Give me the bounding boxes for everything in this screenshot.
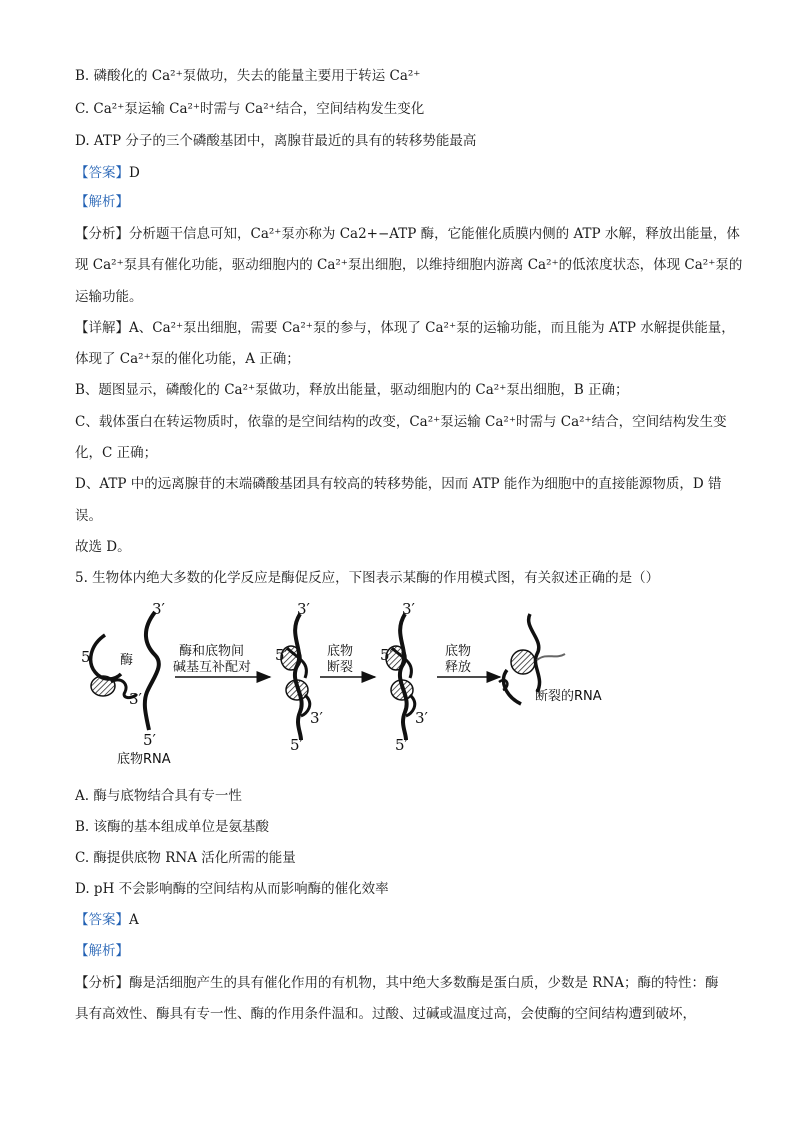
panel-enzyme-free: [91, 612, 159, 730]
q4-answer: [75, 163, 725, 183]
q5-option-b: B. 该酶的基本组成单位是氨基酸: [75, 819, 270, 835]
q4-fenxi-line-1: [75, 224, 740, 244]
q4-xiangjie-c1: C、载体蛋白在转运物质时，依靠的是空间结构的改变，Ca²⁺泵运输 Ca²⁺时需与 Ca²⁺结合，空间结构发生变: [75, 414, 727, 430]
q4-analysis-heading: [75, 192, 725, 212]
panel1-3prime-b: 3′: [129, 690, 142, 708]
q4-option-b: B. 磷酸化的 Ca²⁺泵做功，失去的能量主要用于转运 Ca²⁺: [75, 68, 421, 84]
panel-enzyme-bound: [281, 614, 310, 740]
panel3-3prime: 3′: [402, 600, 415, 618]
panel2-5prime-b: 5′: [290, 736, 303, 754]
step1-line1: 酶和底物间: [179, 644, 245, 659]
q4-xiangjie-line-2: 体现了 Ca²⁺泵的催化功能，A 正确；: [75, 351, 300, 367]
q4-xiangjie-b: B、题图显示，磷酸化的 Ca²⁺泵做功，释放出能量，驱动细胞内的 Ca²⁺泵出细胞，B 正确；: [75, 382, 629, 398]
enzyme-label: 酶: [120, 653, 134, 668]
analysis-tag: 【解析】: [75, 943, 129, 959]
q5-stem: 5. 生物体内绝大多数的化学反应是酶促反应，下图表示某酶的作用模式图，有关叙述正确的是（）: [75, 570, 660, 586]
panel1-5prime-b: 5′: [143, 731, 156, 749]
q4-xiangjie-line-1: [75, 318, 735, 338]
panel2-5prime: 5′: [275, 646, 288, 664]
q4-option-c: C. Ca²⁺泵运输 Ca²⁺时需与 Ca²⁺结合，空间结构发生变化: [75, 101, 425, 117]
q5-option-d: D. pH 不会影响酶的空间结构从而影响酶的催化效率: [75, 881, 389, 897]
q5-fenxi-line-2: 具有高效性、酶具有专一性、酶的作用条件温和。过酸、过碱或温度过高，会使酶的空间结构遭到破坏，: [75, 1006, 696, 1022]
answer-value: A: [129, 912, 139, 928]
step3-line1: 底物: [445, 644, 472, 659]
panel3-3prime-b: 3′: [415, 709, 428, 727]
q4-fenxi-line-3: 运输功能。: [75, 289, 143, 305]
q4-conclusion: 故选 D。: [75, 539, 131, 555]
xiangjie-text: A、Ca²⁺泵出细胞，需要 Ca²⁺泵的参与，体现了 Ca²⁺泵的运输功能，而且能为 ATP 水解提供能量，: [129, 320, 735, 336]
panel-substrate-cleaved: [386, 614, 415, 740]
q4-fenxi-line-2: 现 Ca²⁺泵具有催化功能，驱动细胞内的 Ca²⁺泵出细胞，以维持细胞内游离 Ca²⁺的低浓度状态，体现 Ca²⁺泵的: [75, 257, 743, 273]
q5-answer: [75, 910, 725, 930]
panel1-5prime: 5′: [81, 648, 94, 666]
substrate-rna-label: 底物RNA: [117, 752, 171, 767]
panel1-3prime: 3′: [152, 600, 165, 618]
step2-line2: 断裂: [327, 660, 354, 675]
q5-analysis-heading: [75, 941, 725, 961]
broken-rna-label: 断裂的RNA: [535, 689, 602, 704]
step2-line1: 底物: [327, 644, 354, 659]
fenxi-tag: 【分析】: [75, 975, 129, 991]
q4-xiangjie-d2: 误。: [75, 508, 102, 524]
panel3-5prime: 5′: [380, 646, 393, 664]
q5-option-a: A. 酶与底物结合具有专一性: [75, 788, 242, 804]
panel2-3prime: 3′: [297, 600, 310, 618]
analysis-tag: 【解析】: [75, 194, 129, 210]
answer-tag: 【答案】: [75, 912, 129, 928]
q4-xiangjie-c2: 化，C 正确；: [75, 445, 158, 461]
panel3-5prime-b: 5′: [395, 736, 408, 754]
fenxi-text: 酶是活细胞产生的具有催化作用的有机物，其中绝大多数酶是蛋白质，少数是 RNA；酶的特性：酶: [129, 975, 719, 991]
q4-option-d: D. ATP 分子的三个磷酸基团中，离腺苷最近的具有的转移势能最高: [75, 133, 477, 149]
xiangjie-tag: 【详解】: [75, 320, 129, 336]
q4-xiangjie-d1: D、ATP 中的远离腺苷的末端磷酸基团具有较高的转移势能，因而 ATP 能作为细胞中的直接能源物质，D 错: [75, 476, 722, 492]
q5-option-c: C. 酶提供底物 RNA 活化所需的能量: [75, 850, 296, 866]
fenxi-text: 分析题干信息可知，Ca²⁺泵亦称为 Ca2+−ATP 酶，它能催化质膜内侧的 ATP 水解，释放出能量，体: [129, 226, 740, 242]
enzyme-mechanism-figure: [75, 600, 635, 775]
fenxi-tag: 【分析】: [75, 226, 129, 242]
step1-line2: 碱基互补配对: [173, 660, 252, 675]
answer-value: D: [129, 165, 140, 181]
answer-tag: 【答案】: [75, 165, 129, 181]
panel2-3prime-b: 3′: [310, 709, 323, 727]
step3-line2: 释放: [445, 660, 472, 675]
q5-fenxi-line-1: [75, 973, 725, 993]
